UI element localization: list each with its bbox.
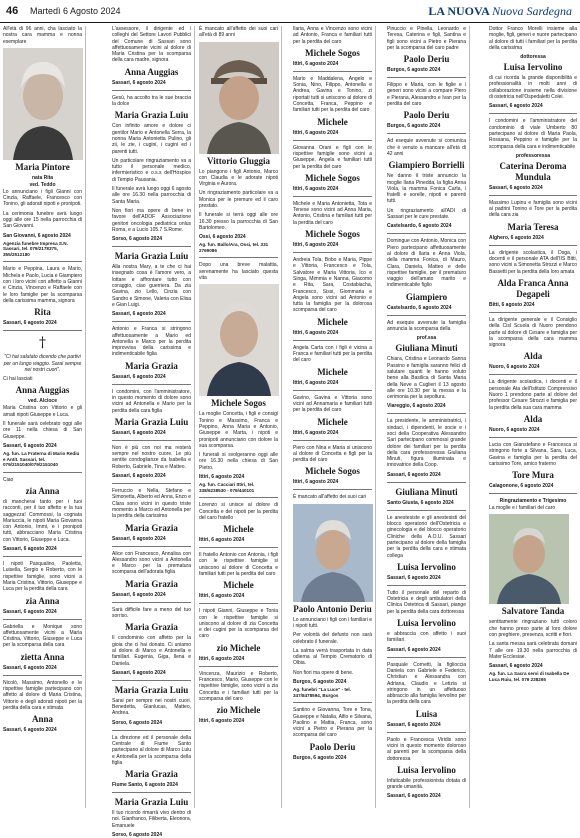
notice-text: I condomini e l'amministratore del condominio di viale Umberto 80 partecipano al dolore di Maria Paola, Rossana, Peppino e famiglie per la scomparsa della cara e indimenticabile: [489, 118, 577, 150]
notice-text: Lo annunciano i figli Gianni con Cinzia, Raffaele, Francesco con Tonino, gli adorati nipoti e pronipoti.: [3, 188, 82, 208]
deceased-name: Paolo Deriu: [403, 110, 450, 121]
funeral-agency: Ag. fun. La Fraterna di Mario Rediu e Antit. Sassari, tel. 079/2151040/079/2151040: [3, 450, 80, 468]
deceased-name: zietta Anna: [20, 651, 65, 662]
divider: [3, 619, 82, 620]
divider: [112, 483, 191, 484]
divider: [3, 261, 82, 262]
notice-place-date: Sorso, 6 agosto 2024: [112, 236, 163, 243]
notice-text: Gavino, Gavina e Vittoria sono vicini ad Annamaria e familiari tutti per la perdita del caro: [293, 394, 372, 414]
notice-text: Lucia con Gianstefano e Francesca si stringono forte a Silvana, Sara, Luca, Gavina e famiglia per la perdita del carissimo Tore, amico fraterno: [489, 441, 577, 467]
notice-place-date: Ittiri, 6 agosto 2024: [293, 129, 339, 136]
deceased-name: Caterina Deroma Mundula: [499, 160, 567, 182]
divider: [199, 603, 278, 604]
notice-place-date: Santo Giusta, 6 agosto 2024: [387, 499, 454, 506]
notice-place-date: Castelsardo, 6 agosto 2024: [387, 304, 452, 311]
notice-text: I nipoti Gianni, Giuseppe e Tonia con le rispettive famiglie si uniscono al dolore di zia Concetta e dei cugini per la scomparsa del caro: [199, 608, 278, 640]
notice-place-date: Sassari, 6 agosto 2024: [3, 608, 57, 615]
divider: [387, 482, 466, 483]
deceased-name: Michele: [317, 416, 348, 427]
notice-text: La presidente, le amministratrici, i sindaci, i dipendenti, le socie e i soci della Cooperativa Alessandro Sari partecipano commossi grande dolore dei familiari per la perdita della cara professoressa Giuliana Minuti, figura illuminata e innovatrice della Coop.: [387, 418, 466, 469]
notice-text: Lorenzo si unisce al dolore di Concetta e dei nipoti per la perdita del caro fratello: [199, 502, 278, 521]
deceased-name: zia Anna: [25, 485, 60, 496]
notice-place-date: Fiume Santo, 6 agosto 2024: [112, 782, 178, 789]
notice-text: Lo annunciano i figli con i familiari e i nipoti tutti.: [293, 616, 372, 629]
divider: [489, 312, 577, 313]
newspaper-logo: LA NUOVA Nuova Sardegna: [428, 4, 572, 18]
deceased-name: Maria Grazia: [125, 360, 178, 371]
notice-text: È mancato all'affetto dei suoi cari: [293, 494, 367, 501]
divider: [199, 257, 278, 258]
deceased-name: Giampiero: [405, 291, 448, 302]
notice-place-date: Castelsardo, 6 agosto 2024: [387, 223, 452, 230]
deceased-name: Salvatore Tanda: [501, 606, 565, 617]
notice-place-date: Ittiri, 6 agosto 2024: [199, 718, 245, 725]
notice-text: Gesù, ha accolto tra le sue braccia la dolce: [112, 94, 191, 108]
notice-place-date: Sassari, 6 agosto 2024: [3, 442, 57, 449]
maiden-name: nata Rita: [31, 174, 54, 181]
divider: [387, 133, 466, 134]
notice-text: Un particolare ringraziamento va a tutto il personale medico, infermieristico e o.s.s dell'Hospice di Tempio Pausania.: [112, 157, 191, 183]
column-4: [290, 26, 376, 808]
notice-text: La direzione ed il personale della Centrale di Fiume Santo partecipano al dolore di Marco Luiu e Antonella per la scomparsa della figlia: [112, 734, 191, 766]
divider: [199, 547, 278, 548]
divider: [293, 140, 372, 141]
divider: [199, 666, 278, 667]
notice-place-date: Ittiri, 6 agosto 2024: [293, 429, 339, 436]
divider: [112, 792, 191, 793]
funeral-agency: Ag. fun. Cacciari Ittiri, tel. 338/6238530 - 079/440101: [199, 482, 255, 493]
deceased-name: Luisa Iervolino: [397, 561, 456, 572]
deceased-name: Anna Auggias: [15, 385, 70, 396]
divider: [112, 384, 191, 385]
notice-place-date: Sorso, 6 agosto 2024: [112, 832, 163, 838]
deceased-name: Luisa Iervolino: [397, 618, 456, 629]
notice-text: Ciao: [3, 476, 14, 483]
portrait-photo: [199, 284, 279, 396]
divider: [489, 113, 577, 114]
deceased-name: Michele Sogos: [305, 172, 360, 183]
notice-text: Pinuccio e Pinella, Leonardo e Teresa, Caterina e figli, Santina e figli sono vicini a Pietro e Pierana per la scomparsa del caro padre: [387, 26, 466, 51]
notice-text: e abbraccia con affetto i suoi familiari.: [387, 631, 466, 644]
column-5: [384, 26, 470, 808]
section-heading: Ringraziamento e Trigesimo: [499, 498, 567, 505]
divider: [489, 245, 577, 246]
divider: [112, 602, 191, 603]
notice-place-date: Sassari, 6 agosto 2024: [387, 574, 441, 581]
notice-text: Dopo una breve malattia, serenamente ha lasciato questa vita: [199, 262, 278, 282]
notice-place-date: Sassari, 6 agosto 2024: [387, 793, 441, 800]
deceased-name: Maria Grazia Luiu: [114, 684, 189, 695]
divider: [387, 657, 466, 658]
deceased-name: Maria Grazia: [125, 622, 178, 633]
deceased-name: Tore Mura: [512, 470, 554, 481]
notice-place-date: Sassari, 6 agosto 2024: [3, 664, 57, 671]
notice-text: Gabriella e Monique sono affettuosamente vicini a Maria Cristina, Vittorio, Giuseppe e Luca per la scomparsa della cara: [3, 623, 82, 649]
notice-place-date: Sassari, 6 agosto 2024: [387, 721, 441, 728]
notice-place-date: Ittiri, 6 agosto 2024: [199, 537, 245, 544]
notice-text: La santa messa sarà celebrata domani 7 alle ore 19.30 nella parrocchia di Mater Ecclesiae.: [489, 641, 577, 660]
notice-text: È mancato all'affetto dei suoi cari all'età di 89 anni: [199, 26, 278, 39]
notice-place-date: Bitti, 6 agosto 2024: [489, 301, 535, 308]
notice-place-date: Sassari, 6 agosto 2024: [387, 471, 441, 478]
deceased-name: Paolo Deriu: [309, 741, 356, 752]
portrait-photo: [3, 48, 83, 160]
notice-place-date: Sassari, 6 agosto 2024: [112, 473, 166, 480]
notice-text: Mario e Peppina, Laura e Mario, Michela e Paolo, Lucia e Giampiero con i loro vicini con affetto a Gianni e Cinzia, Vincenzo e Raffaele con le loro famiglie per la scomparsa della carissima mamma, signora: [3, 266, 82, 304]
column-2: [109, 26, 195, 838]
notice-text: Nicolò, Massimo, Antonello e le rispettive famiglie partecipano con affetto al dolore di Maria Cristina, Vittorio e degli adorati nipoti per la perdita della cara e stimata: [3, 679, 82, 711]
deceased-name: Luisa Iervolino: [397, 764, 456, 775]
deceased-name: Maria Grazia Luiu: [114, 416, 189, 427]
notice-text: Maria Cristina con Vittorio e gli amati nipoti Giuseppe e Luca.: [3, 405, 82, 418]
notice-place-date: Alghero, 6 agosto 2024: [489, 234, 544, 241]
notice-text: Infaticabile professionista dotata di grande umanità.: [387, 777, 466, 791]
notice-text: di cui ricorda la grande disponibilità e professionalità in molti anni di collaborazione insieme nella divisione di ostetricia nell'Ospedaletti Colei.: [489, 75, 577, 101]
notice-text: Un ringraziamento particolare va a Monica per le premure ed il caro prestato.: [199, 190, 278, 210]
notice-place-date: Ittiri, 6 agosto 2024: [293, 479, 339, 486]
notice-text: Ilaria, Anna e Vincenzo sono vicini ad Antonio, Franca e familiari tutti per la perdita del caro: [293, 26, 372, 45]
funeral-agency: Ag. fun. La Sacra servi di Isabella De Luca Ruiu, tel. 079 238265: [489, 671, 570, 682]
notice-place-date: Ossi, 6 agosto 2024: [199, 234, 246, 241]
deceased-name: Maria Grazia: [125, 578, 178, 589]
notice-text: La moglie e i familiari del caro: [489, 505, 556, 512]
notice-place-date: Sassari, 6 agosto 2024: [3, 546, 57, 553]
notice-text: Angela Carta con i figli è vicina a Franca e familiari tutti per la perdita del caro: [293, 344, 372, 364]
notice-place-date: Sassari, 6 agosto 2024: [112, 669, 166, 676]
title-label: professoressa: [515, 152, 551, 159]
notice-text: I condomini, con l'amministratore, in questo momento di dolore sono vicini ad Antonella e Mario per la perdita della cara figlia: [112, 388, 191, 414]
deceased-name: zia Anna: [25, 595, 60, 606]
divider: [387, 585, 466, 586]
divider: [489, 195, 577, 196]
deceased-name: zio Michele: [216, 705, 261, 716]
widow-of: ved. Alcioce: [28, 398, 57, 405]
divider: [199, 497, 278, 498]
notice-text: Domingue con Antonio, Monica con Piero partecipano affettuosamente al dolore di Ilaria e Anna Viola, della mamma Fonica, di Mauro, Clara, Daniela, Matteo e delle rispettive famiglie, per il prematuro viaggio dell'amato marito e indimenticabile figlio: [387, 238, 466, 289]
portrait-photo: [489, 514, 569, 604]
notice-place-date: Nuoro, 6 agosto 2024: [489, 364, 540, 371]
divider: [293, 702, 372, 703]
notice-text: La cerimonia funebre avrà luogo oggi alle ore 15 nella parrocchia di San Giovanni.: [3, 210, 82, 230]
notice-place-date: Ittiri, 6 agosto 2024: [293, 60, 339, 67]
deceased-name: Maria Grazia: [125, 522, 178, 533]
notice-text: Il condominio con affetto per la gioia che ci hai donato. Ci uniamo al dolore di Marco e Antonella e familiari. Eugenia, Giga, Ilena e Daniela.: [112, 635, 191, 667]
deceased-name: Anna Auggias: [124, 66, 179, 77]
deceased-name: Maria Pintore: [15, 161, 70, 172]
divider: [293, 340, 372, 341]
divider: [387, 510, 466, 511]
notice-text: Pasquale Cornetti, la figlioccia Daniela con Gabriele e Federico, Christian e Alessandra con Adriana, Claudio e Letizia si stringono in un affettuoso abbraccio alla famiglia Iervolino per la perdita della cara: [387, 661, 466, 706]
notice-text: Paolo e Francesca Viridis sono vicini in questo momento doloroso ai parenti per la scomparsa della dottoressa: [387, 736, 466, 762]
divider: [293, 196, 372, 197]
notice-place-date: Ittiri, 6 agosto 2024: [293, 329, 339, 336]
notice-text: Ad esequie avvenute si comunica che è venuto a mancare all'età di 42 anni: [387, 138, 466, 157]
portrait-photo: [293, 504, 373, 602]
notice-place-date: Sassari, 6 agosto 2024: [3, 727, 57, 734]
notice-text: Andreia Tola, Bobo e Maria, Pippe e Vittoria, Francesco e Tola, Salvatore e Maria Vittoria, Ico e Singa, Mimmia e Nanna, Giacomo e Rita, Sara, Costabiacha, Francesco, Sissi, Giommaria e Angela sono vicini ad Antonio e tutta la famiglia per la dolorosa scomparsa del caro: [293, 257, 372, 314]
notice-place-date: Burgos, 6 agosto 2024: [387, 123, 441, 130]
deceased-name: Anna: [31, 714, 53, 725]
notice-place-date: Burgos, 6 agosto 2024: [293, 754, 347, 761]
title-label: prof.ssa: [416, 335, 437, 342]
divider: [293, 440, 372, 441]
notice-place-date: Sassari, 6 agosto 2024: [489, 184, 543, 191]
notice-text: Un ringraziamento all'ADI di Sassari per le cure prestate.: [387, 207, 466, 221]
divider: [112, 546, 191, 547]
notice-text: I funerali si svolgeranno oggi alle ore 16.30 nella chiesa di San Pietro.: [199, 452, 278, 471]
notice-text: Per volontà del defunto non sarà celebrato il funerale.: [293, 632, 372, 645]
notice-text: L'assessore, il dirigente ed i colleghi del Settore Lavori Pubblici del Comune di Sassari sono affettuosamente vicini al dolore di Maria Cristina per la scomparsa della cara madre, signora: [112, 26, 191, 64]
notice-place-date: Burgos, 6 agosto 2024: [293, 679, 347, 686]
deceased-name: Michele Sogos: [305, 466, 360, 477]
notice-text: Non è più con noi ma resterà sempre nel nostro cuore. Le più sentite condoglianze da Isabella e Roberto, Gabriele, Tina e Matteo.: [112, 444, 191, 470]
notice-text: Michele e Maria Antonietta, Tota e Tenese sono vicini ad Anna Maria, Antonio, Cristina e familiari tutti per la perdita del caro: [293, 200, 372, 226]
deceased-name: Maria Grazia: [125, 769, 178, 780]
notice-place-date: Sorso, 6 agosto 2024: [112, 719, 163, 726]
notice-text: La salma verrà trasportata in data odierna al Tempio Crematorio di Olbia.: [293, 647, 372, 667]
deceased-name: Paolo Antonio Deriu: [293, 603, 372, 614]
funeral-agency: Agenzia funebre Impresa S.N. Sassari, tel. 079/2178375, 355/2512180: [3, 240, 68, 257]
notice-text: Mario e Maddalena, Angelo e Sonia, Nino, Filippo, Antonella e Andrea, Gavina e Tonino, zi riportati tutti si uniscono al dolore di Concetta, Franca, Peppino e familiari tutti per la perdita del caro: [293, 75, 372, 114]
deceased-name: Michele: [317, 316, 348, 327]
divider: [293, 489, 372, 490]
notice-text: Il fratello Antonio con Antonia, i figli con le rispettive famiglie si uniscono al dolore di Concetta e familiari tutti per la perdita del caro: [199, 552, 278, 577]
notice-place-date: Sassari, 6 agosto 2024: [112, 79, 166, 86]
deceased-name: Paolo Deriu: [403, 54, 450, 65]
portrait-photo: [199, 42, 279, 154]
notice-text: All'età di 96 anni, cha lasciato la nostra cara mamma e nonna esemplare: [3, 26, 82, 45]
widow-of: ved. Teddo: [29, 181, 56, 188]
notice-place-date: Sassari, 6 agosto 2024: [112, 535, 166, 542]
notice-place-date: Burgos, 6 agosto 2024: [387, 67, 441, 74]
divider: [489, 437, 577, 438]
notice-place-date: Ittiri, 6 agosto 2024: [293, 379, 339, 386]
quote-text: "Ci hai salutato dicendo che partivi per un lungo viaggio. Sarai sempre nei nostri cuori".: [3, 354, 82, 373]
deceased-name: zio Michele: [216, 642, 261, 653]
deceased-name: Michele Sogos: [305, 47, 360, 58]
notice-place-date: Ittiri, 6 agosto 2024: [293, 185, 339, 192]
notice-text: Piero con Nina e Maria si uniscono al dolore di Concetta e figli per la perdita del caro: [293, 444, 372, 464]
deceased-name: Giuliana Minuti: [395, 486, 458, 497]
deceased-name: Michele: [317, 116, 348, 127]
deceased-name: Maria Teresa: [507, 221, 559, 232]
notice-place-date: Ittiri, 6 agosto 2024: [199, 593, 245, 600]
column-3: [196, 26, 282, 808]
notice-text: Lo piangono i figli Antonio, Marco con Claudia e le adorate nipoti Virginia e Aurora.: [199, 168, 278, 188]
divider: [387, 233, 466, 234]
deceased-name: Luisa Iervolino: [503, 62, 563, 73]
notice-text: Dottor Franco Morelli insieme alla moglie, figli, generi e nuore partecipano al dolore di tutti i familiari per la perdita della carissima: [489, 26, 577, 51]
title-label: dottoressa: [520, 54, 546, 61]
notice-text: Alice con Francesco, Annalisa con Alessandro sono vicini a Antonella e Marco per la prematura scomparsa dell'adorata figlia: [112, 550, 191, 576]
notice-text: La dirigente scolastica, il Dsga, i docenti e il personale ATA dell'IIS Bitti, sono vicini a Simonetta Strozzi e Marco Bassetti per la perdita della loro amata: [489, 249, 577, 275]
notice-text: Non fiori ma opere di bene.: [293, 669, 354, 676]
deceased-name: Maria Grazia Luiu: [114, 110, 189, 121]
divider: [387, 413, 466, 414]
deceased-name: Michele: [223, 580, 254, 591]
notice-place-date: Sassari, 6 agosto 2024: [112, 373, 166, 380]
notice-text: Con infinito amore e dolore ci gentilor Mario e Antonella Serra, la nonna Maria Antonietta Pulino, gli zii, le zie, i cugini, i cugini ed i parenti tutti.: [112, 123, 191, 155]
deceased-name: Alda Franca Anna Degapeli: [497, 277, 569, 299]
notice-place-date: Sassari, 6 agosto 2024: [112, 429, 166, 436]
divider: [112, 440, 191, 441]
divider: [112, 680, 191, 681]
notice-text: Il funerale avrà luogo oggi 6 agosto alle ore 16.30 nella parrocchia di Santa Maria.: [112, 186, 191, 205]
notice-place-date: Calagonone, 6 agosto 2024: [489, 483, 554, 490]
notice-text: Chiara, Cristina e Leonardo Sanna Passino e famiglia saranno felici di salutare quanti le hanno voluto bene alla Basilica di Santa Maria della Neve a Cuglieri il 13 agosto alle ore 10.30 per la messa e la cerimonia per la sepoltura.: [387, 356, 466, 401]
notice-place-date: Viareggio, 6 agosto 2024: [387, 403, 446, 410]
notice-place-date: Ittiri, 6 agosto 2024: [199, 655, 245, 662]
notice-place-date: Nuoro, 6 agosto 2024: [489, 426, 540, 433]
notice-text: Sarai per sempre nei nostri cuori. Benedetta, Gianlucas, Matteo, Andrea.: [112, 697, 191, 717]
divider: [112, 321, 191, 322]
column-6: [486, 26, 580, 808]
notice-place-date: Ittiri, 6 agosto 2024: [199, 474, 245, 481]
divider: [293, 252, 372, 253]
divider: [293, 390, 372, 391]
notice-text: Massimo Lupinu e famiglia sono vicini ai padrini Tonino e Tore per la perdita della cara zia: [489, 199, 577, 219]
deceased-name: Michele: [317, 366, 348, 377]
funeral-agency: Ag. funebri "La Luce" - tel. 347/8478594, Burgos: [293, 687, 351, 698]
notice-text: Ad esequie avvenute la famiglia annuncia la scomparsa della: [387, 319, 466, 333]
notice-place-date: Sassari, 6 agosto 2024: [112, 591, 166, 598]
notice-text: Santino e Giovanna, Tore e Tona, Giuseppe e Natalia, Alfio e Silvana, Paolino e Mattia, Franca, sono vicini a Pietro e Pierana per la scomparsa del caro: [293, 707, 372, 739]
deceased-name: Vittorio Gluggia: [207, 155, 270, 166]
divider: [112, 90, 191, 91]
divider: [293, 71, 372, 72]
divider: [3, 675, 82, 676]
divider: [3, 472, 82, 473]
notice-place-date: Sassari, 6 agosto 2024: [489, 663, 543, 670]
divider: [112, 246, 191, 247]
deceased-name: Michele Sogos: [211, 398, 266, 409]
page-date: Martedì 6 Agosto 2024: [30, 6, 121, 16]
notice-place-date: Ittiri, 6 agosto 2024: [293, 242, 339, 249]
cross-icon: †: [39, 335, 46, 352]
notice-text: Ferruccio e Nella, Stefano e Simonetta, Alberto ed Anna, Enzo e Clara sono vicini in questo triste momento a Marco ed Antonella per la perdita della carissima: [112, 488, 191, 520]
notice-text: Alla nostra Mary, a te che ci hai insegnato cosa è l'amore vero, a lottare e affrontare tutto con coraggio, ciao guerriera. Da zia Gavina, zio Lello, Cinzia con Sandro e Simone, Valeria con Elisa e Gian Luigi.: [112, 264, 191, 308]
deceased-name: Michele: [223, 524, 254, 535]
page-header: [0, 0, 580, 23]
notice-text: sentitamente ringraziano tutti coloro che hanno preso parte al loro dolore con preghiere, presenza, scritti e fiori.: [489, 619, 577, 638]
deceased-name: Alda: [523, 351, 543, 362]
notice-place-date: Sassari, 6 agosto 2024: [112, 311, 166, 318]
notice-text: Non fiori ma opere di bene in favore dell'ADOF Associazione genitori oncologia pediatrica onlus Roma, e a Lucio 105.7 S.Rome.: [112, 207, 191, 233]
deceased-name: Michele Sogos: [305, 229, 360, 240]
notice-place-date: Sassari, 6 agosto 2024: [489, 103, 543, 110]
deceased-name: Maria Grazia Luiu: [114, 251, 189, 262]
deceased-name: Giampiero Borrielli: [388, 160, 465, 171]
notice-text: Il funerale si terrà oggi alle ore 16.30 presso la parrocchia di San Bartolomeo.: [199, 212, 278, 231]
notice-text: Il funerale sarà celebrato oggi alle ore 11 nella chiesa di San Giuseppe.: [3, 421, 82, 440]
divider: [387, 315, 466, 316]
notice-text: La moglie Concetta, i figli e consigi Tonino e Massimo, Franca e Peppino, Anna Maria e Antonio, Giuseppe e Marta, i nipoti e pronipoti annunciano con dolore la sua scomparsa.: [199, 411, 278, 449]
column-1: [0, 26, 86, 808]
notice-text: di mancherai tanto per i tuoi racconti, per il tuo affetto e la tua saggezza! Commossi, la cognata Mariuccia, le nipoti Maria Giovanna con Antonio, Immi, e i pronipoti tutti, abbracciano Maria Cristina con Vittorio, Giuseppe e Luca.: [3, 498, 82, 543]
notice-text: Le anestesiste e gli anestesisti del blocco operatorio dell'Ostetricia e ginecologia e del blocco operatorio Cliniche della A.O.U. Sassari partecipano al dolore della famiglia per la perdita della cara e stimata collega: [387, 514, 466, 559]
notice-text: Ci hai lasciati: [3, 376, 33, 383]
deceased-name: Luisa: [415, 708, 438, 719]
notice-text: Sarà difficile fare a meno del tuo sorriso.: [112, 606, 191, 620]
notice-text: Ne danno il triste annuncio la moglie Ilaria Pinedda, la figlia Anna Viola, la mamma Fonica Carta, i fratelli e sorelle, nipoti e parenti tutti.: [387, 173, 466, 205]
notice-text: La dirigente generale e il Consiglio della Cisl Scuola di Nuoro prendono parte al dolore di Cesare e famiglia per la scomparsa della cara mamma signora: [489, 316, 577, 349]
notice-text: Vincenza, Maurizio e Roberto, Francesco, Mario, Giuseppe con le rispettive famiglie, sono vicini a zia Concetta e i familiari tutti per la scomparsa del caro: [199, 670, 278, 702]
notice-text: Tutto il personale del reparto di Ostetricia e degli ambulatori della Clinica Ostetrica di Sassari, piange per la perdita della cara dottoressa: [387, 589, 466, 615]
notice-text: La dirigente scolastica, i docenti e il personale Ata dell'Istituto Comprensivo Nuoro 1 prendono parte al dolore del professor Cesare Strozzi e famiglia per la perdita della sua cara mamma: [489, 379, 577, 411]
notice-text: Antonio e Franca si stringono affettuosamente a Mario ed Antonella e Marco per la perdita improvvisa della carissima e indimenticabile figlia: [112, 326, 191, 358]
divider: [387, 732, 466, 733]
divider: [3, 556, 82, 557]
divider: [489, 493, 577, 494]
divider: [3, 330, 82, 331]
divider: [112, 730, 191, 731]
notice-place-date: Sassari, 6 agosto 2024: [3, 320, 57, 327]
notice-text: Filippo e Maria, con le figlie e i generi sono vicini a compare Piero e Pierana, Alessandro e Ivan per la perdita del caro: [387, 82, 466, 108]
notice-text: Il tuo ricordo rimarrà vivo dentro di noi. Gianfranco, Filiberta, Eleonora, Emanuele: [112, 810, 191, 829]
deceased-name: Giuliana Minuti: [395, 343, 458, 354]
divider: [387, 77, 466, 78]
deceased-name: Alda: [523, 413, 543, 424]
notice-text: Giovanna Orani e figli con le rispettive famiglie sono vicini a Giuseppe, Angela e familiari tutti per la perdita del caro: [293, 144, 372, 170]
deceased-name: Rita: [34, 307, 51, 318]
notice-place-date: Sassari, 6 agosto 2024: [387, 646, 441, 653]
deceased-name: Maria Grazia Luiu: [114, 797, 189, 808]
notice-place-date: San Giovanni, 6 agosto 2024: [3, 232, 71, 239]
notice-text: I nipoti Pasqualino, Paoletta, Luisella, Sergio e Roberto, con le rispettive famiglie, sono vicini a Maria Cristina, Vittorio, Giuseppe e Luca per la perdita della cara: [3, 561, 82, 593]
page-number: 46: [6, 5, 19, 17]
divider: [489, 374, 577, 375]
funeral-agency: Ag. fun. Ballo/Ara, Ossi, tel. 331 2769086: [199, 242, 269, 253]
